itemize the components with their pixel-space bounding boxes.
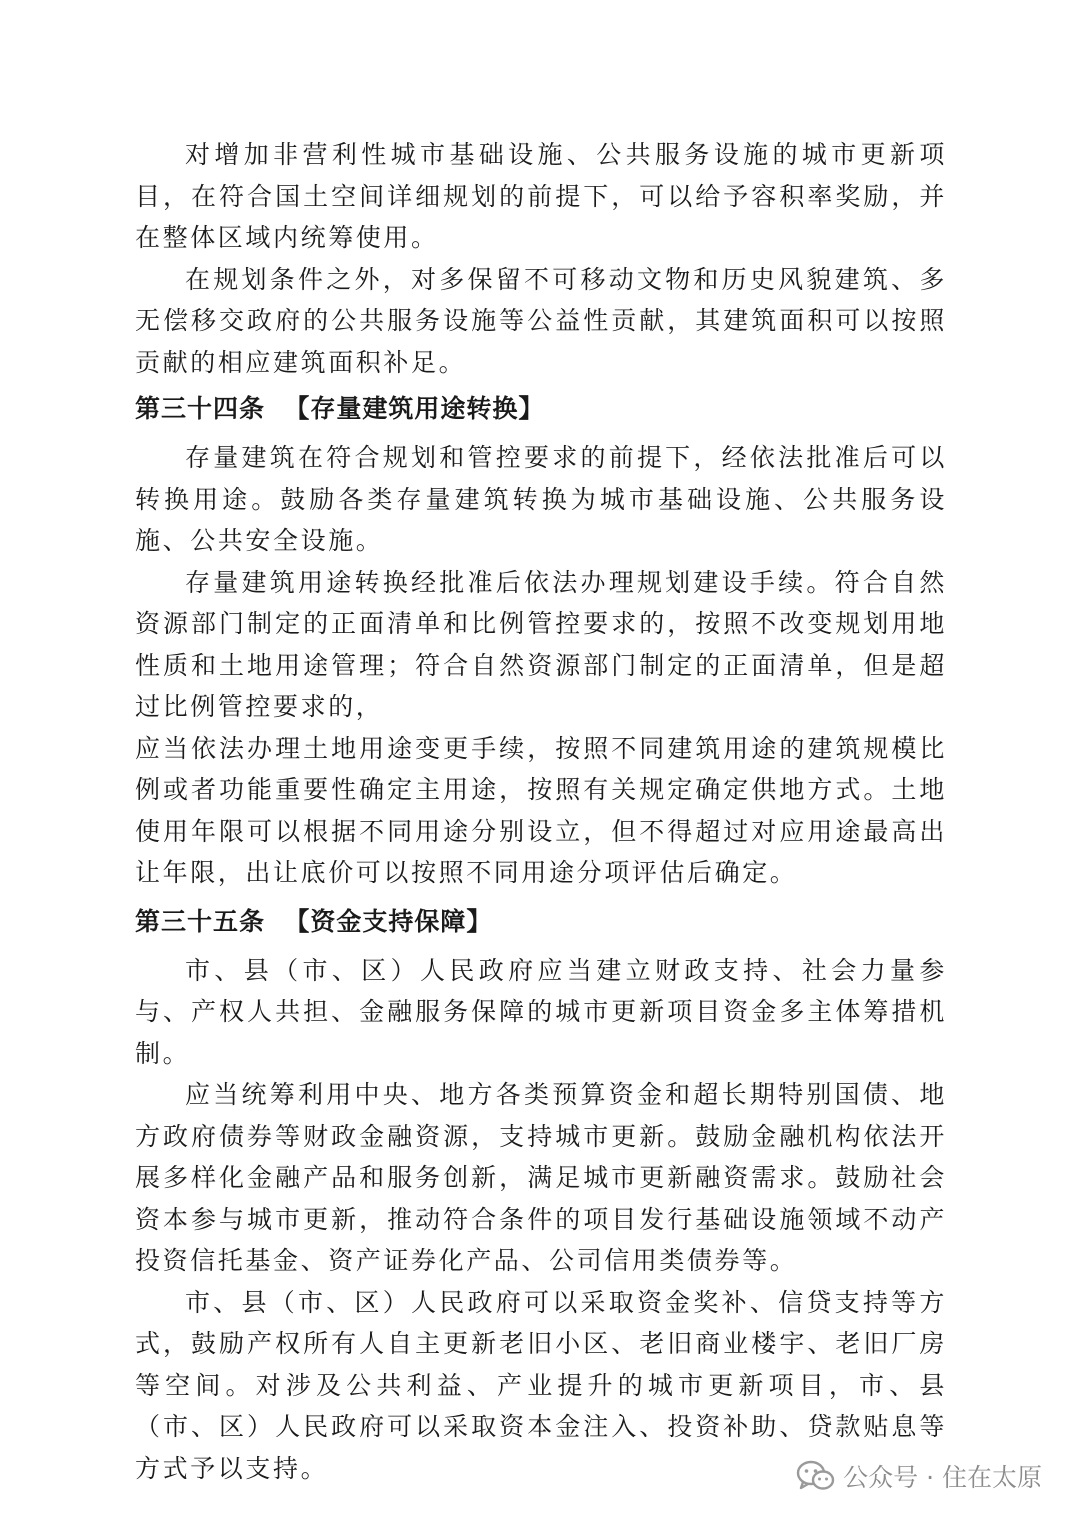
- article-34-paragraph-1: 存量建筑在符合规划和管控要求的前提下，经依法批准后可以转换用途。鼓励各类存量建筑转换为城市基础设施、公共服务设施、公共安全设施。: [135, 443, 947, 555]
- article-35-paragraph-2: 应当统筹利用中央、地方各类预算资金和超长期特别国债、地方政府债券等财政金融资源，支持城市更新。鼓励金融机构依法开展多样化金融产品和服务创新，满足城市更新融资需求。鼓励社会资本参与城市更新，推动符合条件的项目发行基础设施领域不动产投资信托基金、资产证券化产品、公司信用类债券等。: [135, 1080, 947, 1275]
- article-35-heading: 第三十五条 【资金支持保障】: [135, 906, 493, 936]
- wechat-icon: [795, 1459, 835, 1493]
- article-34-paragraph-2: 存量建筑用途转换经批准后依法办理规划建设手续。符合自然资源部门制定的正面清单和比例管控要求的，按照不改变规划用地性质和土地用途管理；符合自然资源部门制定的正面清单，但是超过比例管控要求的， 应当依法办理土地用途变更手续，按照不同建筑用途的建筑规模比例或者功能重要性确定主用途，按照有关规定确定供地方式。土地使用年限可以根据不同用途分别设立，但不得超过对应用途最高出让年限，出让底价可以按照不同用途分项评估后确定。: [135, 567, 947, 887]
- document-body: [135, 134, 947, 1489]
- article-35-paragraph-1: 市、县（市、区）人民政府应当建立财政支持、社会力量参与、产权人共担、金融服务保障的城市更新项目资金多主体筹措机制。: [135, 955, 947, 1068]
- paragraph-public-contribution: 在规划条件之外，对多保留不可移动文物和历史风貌建筑、多无偿移交政府的公共服务设施等公益性贡献，其建筑面积可以按照贡献的相应建筑面积补足。: [135, 264, 947, 377]
- watermark-text: 公众号 · 住在太原: [843, 1463, 1042, 1492]
- wechat-watermark: [795, 1458, 1042, 1494]
- article-35-paragraph-3: 市、县（市、区）人民政府可以采取资金奖补、信贷支持等方式，鼓励产权所有人自主更新老旧小区、老旧商业楼宇、老旧厂房等空间。对涉及公共利益、产业提升的城市更新项目，市、县（市、区）人民政府可以采取资本金注入、投资补助、贷款贴息等方式予以支持。: [135, 1287, 947, 1483]
- article-34-heading: 第三十四条 【存量建筑用途转换】: [135, 394, 545, 423]
- paragraph-far-incentive: 对增加非营利性城市基础设施、公共服务设施的城市更新项目，在符合国土空间详细规划的前提下，可以给予容积率奖励，并在整体区域内统筹使用。: [135, 140, 947, 252]
